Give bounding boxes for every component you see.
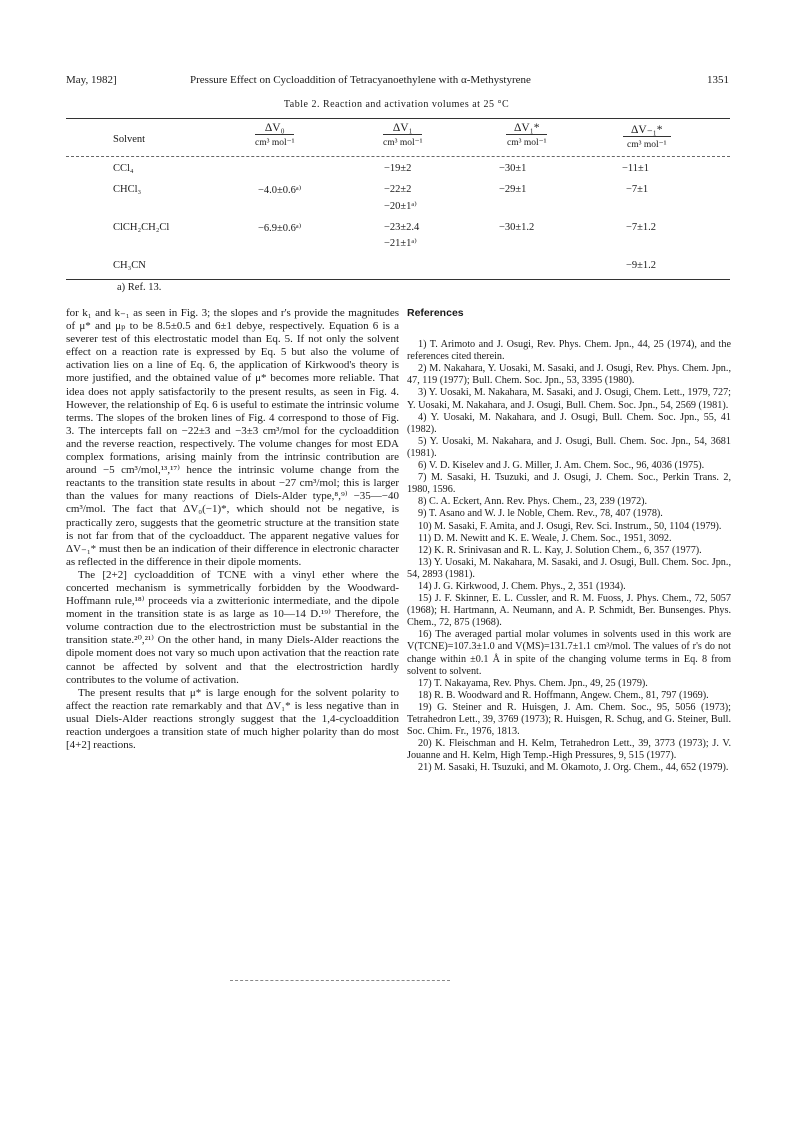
table-cell-solvent: CH₃CN	[113, 260, 146, 271]
table-cell-dv1-alt: −20±1ᵃ⁾	[384, 201, 417, 212]
body-paragraph: for k₁ and k₋₁ as seen in Fig. 3; the slopes and r's provide the magnitudes of μ* and μₚ to be 8.5±0.5 and 6±1 debye, respectively. Equation 6 is a severer test of this electrostatic model than Eq. 5. If not only the solvent effect on a reaction rate is expressed by Eq. 5 but also the volume of activation lies on a line of Eq. 6, the application of Kirkwood's theory is more justified, and the obtained value of μ* becomes more reliable. That idea does not apply satisfactorily to the present results, as seen in Fig. 4. However, the relationship of Eq. 6 is useful to estimate the intrinsic volume terms. The slopes of the broken lines of Fig. 4 correspond to those of Fig. 3. The intercepts fall on −22±3 and −3±3 cm³/mol for the cycloaddition and the reverse reaction, respectively. The volume changes for most EDA complex formations, arising mainly from the intrinsic contribution are around −5 cm³/mol,¹³,¹⁷⁾ hence the intrinsic volume change from the reactants to the transition state results in about −27 cm³/mol; this is larger than the values for many reactions of Diels-Alder type,⁸,⁹⁾ −35—−40 cm³/mol. The fact that ΔV₀(−1)*, which should not be negative, is practically zero, suggests that the geometric structure at the transition state is not far from that of the cycloadduct. The apparent negative values for ΔV₋₁* must then be an indication of their difference in electronic character as reflected in the difference in their dipole moments.	[66, 307, 399, 568]
page-end-divider	[230, 980, 450, 981]
reference-item: 12) K. R. Srinivasan and R. L. Kay, J. Solution Chem., 6, 357 (1977).	[418, 544, 702, 556]
table-header-dv1-act	[506, 122, 547, 148]
table-cell-dv1: −23±2.4	[384, 222, 420, 233]
table-header-dv0-symbol: ΔV₀	[255, 122, 294, 135]
reference-item: 15) J. F. Skinner, E. L. Cussler, and R. M. Fuoss, J. Phys. Chem., 72, 5057 (1968); H. Hartmann, A. Neumann, and A. P. Schmidt, Ber. Bunsenges. Phys. Chem., 72, 875 (1968).	[407, 593, 731, 629]
reference-item: 5) Y. Uosaki, M. Nakahara, and J. Osugi, Bull. Chem. Soc. Jpn., 54, 3681 (1981).	[407, 435, 731, 459]
reference-item: 3) Y. Uosaki, M. Nakahara, M. Sasaki, and J. Osugi, Chem. Lett., 1979, 727; Y. Uosaki, M. Nakahara, and J. Osugi, Bull. Chem. Soc. Jpn., 54, 2569 (1981).	[407, 387, 731, 411]
reference-item: 7) M. Sasaki, H. Tsuzuki, and J. Osugi, J. Chem. Soc., Perkin Trans. 2, 1980, 1596.	[407, 472, 731, 496]
table-cell-dvm1-act: −7±1	[626, 184, 649, 195]
body-left-column	[66, 307, 399, 752]
reference-item: 10) M. Sasaki, F. Amita, and J. Osugi, Rev. Sci. Instrum., 50, 1104 (1979).	[418, 520, 722, 532]
table-header-dv0	[255, 122, 294, 148]
reference-item: 14) J. G. Kirkwood, J. Chem. Phys., 2, 351 (1934).	[418, 580, 626, 592]
running-header-date: May, 1982]	[66, 74, 117, 86]
table-rule-bottom	[66, 279, 730, 280]
references-heading: References	[407, 307, 464, 319]
table-cell-dvm1-act: −11±1	[622, 163, 650, 174]
table-header-dv1-act-symbol: ΔV₁*	[506, 122, 547, 135]
body-paragraph: The [2+2] cycloaddition of TCNE with a vinyl ether where the concerted mechanism is symmetrically forbidden by the Woodward-Hoffmann rule,¹⁸⁾ proceeds via a zwitterionic intermediate, and the dipole moment in the transition state is as large as 10—14 D.¹⁹⁾ Therefore, the volume contraction due to the electrostriction must be substantial in the transition state.²⁰,²¹⁾ On the other hand, in many Diels-Alder reactions the dipole moment does not vary so much upon activation that the reaction rate cannot be affected by solvent and that the electrostriction hardly contributes to the volume of activation.	[66, 568, 399, 686]
table-footnote: a) Ref. 13.	[117, 282, 162, 293]
reference-item: 19) G. Steiner and R. Huisgen, J. Am. Chem. Soc., 95, 5056 (1973); Tetrahedron Lett., 39, 3769 (1973); R. Huisgen, R. Schug, and G. Steiner, Bull. Soc. Chim. Fr., 1976, 1813.	[407, 701, 731, 738]
reference-item: 17) T. Nakayama, Rev. Phys. Chem. Jpn., 49, 25 (1979).	[418, 677, 648, 689]
table-rule-top	[66, 118, 730, 119]
references-column	[407, 307, 731, 774]
table-cell-solvent: CHCl₃	[113, 184, 142, 195]
table-caption: Table 2. Reaction and activation volumes at 25 °C	[283, 99, 510, 110]
table-cell-dvm1-act: −9±1.2	[626, 260, 657, 271]
running-header-title: Pressure Effect on Cycloaddition of Tetracyanoethylene with α-Methystyrene	[190, 74, 531, 86]
reference-item: 9) T. Asano and W. J. le Noble, Chem. Rev., 78, 407 (1978).	[418, 508, 663, 520]
reference-item: 8) C. A. Eckert, Ann. Rev. Phys. Chem., 23, 239 (1972).	[418, 496, 648, 508]
table-cell-dv0: −6.9±0.6ᵃ⁾	[258, 223, 302, 234]
table-header-dv1-symbol: ΔV₁	[383, 122, 422, 135]
table-cell-solvent: CCl₄	[113, 163, 134, 174]
table-header-dvm1-act	[623, 122, 671, 150]
reference-item: 16) The averaged partial molar volumes in solvents used in this work are V(TCNE)=107.3±1.0 and V(MS)=131.7±1.1 cm³/mol. The values of r's do not change within ±0.1 Å in spite of the changing volume terms in Eq. 8 from solvent to solvent.	[407, 629, 731, 677]
reference-item: 2) M. Nakahara, Y. Uosaki, M. Sasaki, and J. Osugi, Rev. Phys. Chem. Jpn., 47, 119 (1977); Bull. Chem. Soc. Jpn., 53, 3395 (1980).	[407, 363, 731, 387]
table-header-dv0-unit: cm³ mol⁻¹	[255, 138, 295, 148]
reference-item: 1) T. Arimoto and J. Osugi, Rev. Phys. Chem. Jpn., 44, 25 (1974), and the references cited therein.	[407, 339, 731, 363]
reference-item: 4) Y. Uosaki, M. Nakahara, and J. Osugi, Bull. Chem. Soc. Jpn., 55, 41 (1982).	[407, 411, 731, 435]
table-cell-dv1-act: −29±1	[499, 184, 527, 195]
reference-item: 21) M. Sasaki, H. Tsuzuki, and M. Okamoto, J. Org. Chem., 44, 652 (1979).	[418, 762, 729, 774]
reference-item: 11) D. M. Newitt and K. E. Weale, J. Chem. Soc., 1951, 3092.	[418, 532, 672, 544]
table-rule-header	[66, 156, 730, 157]
table-header-solvent: Solvent	[113, 134, 146, 145]
reference-item: 13) Y. Uosaki, M. Nakahara, M. Sasaki, and J. Osugi, Bull. Chem. Soc. Jpn., 54, 2893 (1981).	[407, 556, 731, 580]
page-number: 1351	[707, 74, 729, 86]
table-header-dv1	[383, 122, 422, 148]
table-cell-dv0: −4.0±0.6ᵃ⁾	[258, 185, 302, 196]
table-cell-dv1-act: −30±1	[499, 163, 527, 174]
reference-item: 18) R. B. Woodward and R. Hoffmann, Angew. Chem., 81, 797 (1969).	[418, 689, 709, 701]
table-cell-dv1: −22±2	[384, 184, 412, 195]
body-paragraph: The present results that μ* is large enough for the solvent polarity to affect the reaction rate remarkably and that ΔV₁* is less negative than in usual Diels-Alder reactions strongly suggest that the 1,4-cycloaddition reaction undergoes a transition state of much higher polarity than do most [4+2] reactions.	[66, 686, 399, 752]
table-header-dv1-unit: cm³ mol⁻¹	[383, 138, 423, 148]
table-cell-dvm1-act: −7±1.2	[626, 222, 657, 233]
table-header-dvm1-act-unit: cm³ mol⁻¹	[627, 140, 667, 150]
reference-item: 20) K. Fleischman and H. Kelm, Tetrahedron Lett., 39, 3773 (1973); J. V. Jouanne and H. Kelm, High Temp.-High Pressures, 9, 515 (1977).	[407, 738, 731, 762]
table-cell-solvent: ClCH₂CH₂Cl	[113, 222, 170, 233]
reference-list	[407, 339, 731, 774]
table-header-dv1-act-unit: cm³ mol⁻¹	[506, 138, 547, 148]
reference-item: 6) V. D. Kiselev and J. G. Miller, J. Am. Chem. Soc., 96, 4036 (1975).	[418, 460, 705, 472]
table-cell-dv1-alt: −21±1ᵃ⁾	[384, 238, 417, 249]
table-cell-dv1-act: −30±1.2	[499, 222, 535, 233]
table-header-dvm1-act-symbol: ΔV₋₁*	[623, 122, 671, 137]
table-cell-dv1: −19±2	[384, 163, 412, 174]
